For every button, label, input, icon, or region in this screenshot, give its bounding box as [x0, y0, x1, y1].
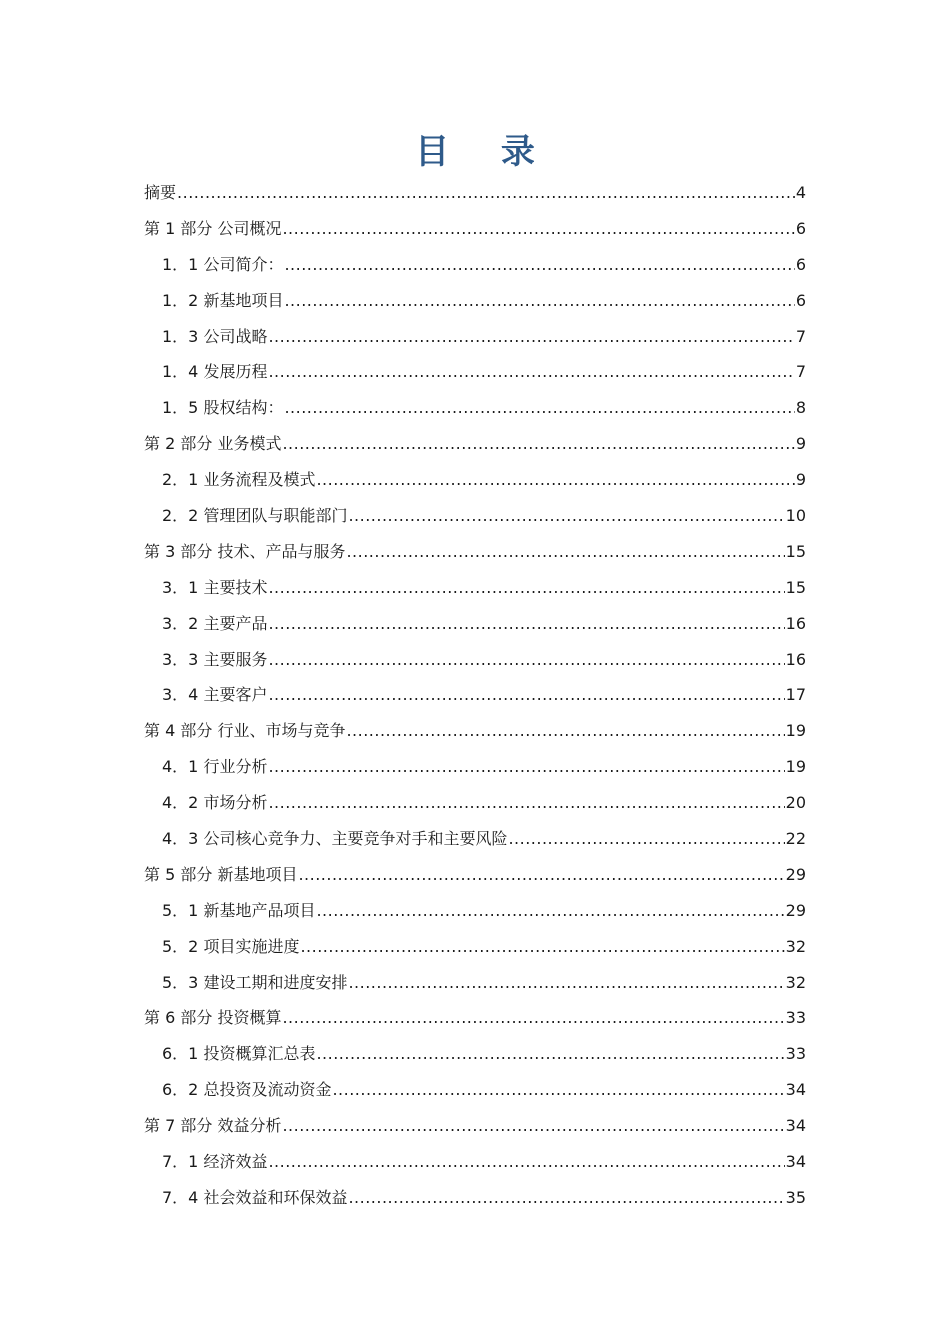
toc-entry-section[interactable] — [144, 570, 806, 606]
toc-leader-dots — [282, 1000, 784, 1036]
toc-entry-label: 2．1 业务流程及模式 — [162, 470, 316, 490]
toc-entry-section[interactable] — [144, 642, 806, 678]
toc-entry-label: 4．1 行业分析 — [162, 757, 268, 777]
toc-leader-dots — [268, 1144, 784, 1180]
toc-leader-dots — [268, 749, 784, 785]
toc-entry-page-number: 19 — [785, 757, 806, 777]
toc-leader-dots — [298, 857, 784, 893]
toc-entry-label: 6．2 总投资及流动资金 — [162, 1080, 332, 1100]
toc-entry-section[interactable] — [144, 893, 806, 929]
toc-entry-page-number: 22 — [785, 829, 806, 849]
toc-entry-label: 第 1 部分 公司概况 — [144, 218, 282, 238]
toc-entry-label: 第 7 部分 效益分析 — [144, 1116, 282, 1136]
toc-entry-page-number: 32 — [785, 936, 806, 956]
toc-entry-label: 第 6 部分 投资概算 — [144, 1008, 282, 1028]
toc-leader-dots — [348, 1180, 784, 1216]
toc-entry-part[interactable] — [144, 713, 806, 749]
toc-entry-label: 3．3 主要服务 — [162, 649, 268, 669]
toc-entry-part[interactable] — [144, 426, 806, 462]
toc-leader-dots — [177, 175, 795, 211]
toc-entry-page-number: 6 — [795, 254, 806, 274]
toc-entry-page-number: 9 — [795, 470, 806, 490]
toc-entry-label: 5．2 项目实施进度 — [162, 936, 300, 956]
toc-entry-section[interactable] — [144, 929, 806, 965]
toc-leader-dots — [332, 1072, 784, 1108]
toc-entry-section[interactable] — [144, 821, 806, 857]
toc-leader-dots — [284, 283, 794, 319]
toc-entry-page-number: 29 — [785, 864, 806, 884]
toc-entry-page-number: 34 — [785, 1116, 806, 1136]
toc-entry-page-number: 17 — [785, 685, 806, 705]
toc-entry-section[interactable] — [144, 1036, 806, 1072]
toc-entry-section[interactable] — [144, 319, 806, 355]
toc-leader-dots — [346, 534, 784, 570]
toc-leader-dots — [268, 354, 794, 390]
toc-entry-page-number: 35 — [785, 1187, 806, 1207]
toc-list — [144, 175, 806, 1216]
toc-leader-dots — [268, 642, 784, 678]
toc-entry-label: 4．2 市场分析 — [162, 793, 268, 813]
toc-leader-dots — [348, 965, 784, 1001]
toc-entry-page-number: 20 — [785, 793, 806, 813]
toc-entry-label: 第 2 部分 业务模式 — [144, 434, 282, 454]
toc-entry-label: 7．4 社会效益和环保效益 — [162, 1187, 348, 1207]
toc-leader-dots — [268, 785, 784, 821]
toc-entry-label: 1．3 公司战略 — [162, 326, 268, 346]
toc-entry-part[interactable] — [144, 534, 806, 570]
toc-leader-dots — [316, 462, 794, 498]
toc-entry-part[interactable] — [144, 857, 806, 893]
toc-entry-page-number: 19 — [785, 721, 806, 741]
toc-entry-page-number: 33 — [785, 1044, 806, 1064]
toc-leader-dots — [268, 319, 794, 355]
toc-leader-dots — [282, 1108, 784, 1144]
toc-leader-dots — [348, 498, 784, 534]
toc-entry-page-number: 9 — [795, 434, 806, 454]
toc-entry-page-number: 15 — [785, 577, 806, 597]
toc-entry-page-number: 6 — [795, 290, 806, 310]
toc-entry-label: 7．1 经济效益 — [162, 1152, 268, 1172]
toc-entry-section[interactable] — [144, 785, 806, 821]
toc-entry-page-number: 4 — [795, 183, 806, 202]
toc-entry-section[interactable] — [144, 677, 806, 713]
toc-entry-page-number: 15 — [785, 541, 806, 561]
toc-entry-section[interactable] — [144, 965, 806, 1001]
toc-entry-section[interactable] — [144, 1144, 806, 1180]
toc-entry-section[interactable] — [144, 606, 806, 642]
toc-entry-section[interactable] — [144, 749, 806, 785]
toc-entry-label: 1．4 发展历程 — [162, 362, 268, 382]
toc-entry-label: 1．1 公司简介： — [162, 254, 284, 274]
toc-entry-page-number: 8 — [795, 398, 806, 418]
toc-title: 目 录 — [415, 132, 555, 172]
toc-entry-label: 1．5 股权结构： — [162, 398, 284, 418]
toc-entry-page-number: 7 — [795, 362, 806, 382]
toc-entry-label: 3．1 主要技术 — [162, 577, 268, 597]
toc-leader-dots — [268, 570, 784, 606]
toc-entry-label: 2．2 管理团队与职能部门 — [162, 506, 348, 526]
toc-entry-label: 5．1 新基地产品项目 — [162, 900, 316, 920]
toc-entry-part[interactable] — [144, 1000, 806, 1036]
toc-entry-section[interactable] — [144, 247, 806, 283]
toc-leader-dots — [284, 247, 794, 283]
toc-entry-page-number: 34 — [785, 1152, 806, 1172]
toc-entry-label: 第 3 部分 技术、产品与服务 — [144, 541, 346, 561]
toc-entry-section[interactable] — [144, 1072, 806, 1108]
toc-entry-label: 4．3 公司核心竞争力、主要竞争对手和主要风险 — [162, 829, 508, 849]
toc-entry-page-number: 16 — [785, 649, 806, 669]
toc-leader-dots — [316, 1036, 784, 1072]
toc-entry-page-number: 33 — [785, 1008, 806, 1028]
toc-leader-dots — [282, 211, 794, 247]
toc-entry-label: 第 4 部分 行业、市场与竞争 — [144, 721, 346, 741]
toc-entry-section[interactable] — [144, 390, 806, 426]
toc-entry-part[interactable] — [144, 1108, 806, 1144]
toc-leader-dots — [282, 426, 794, 462]
toc-entry-page-number: 16 — [785, 613, 806, 633]
toc-entry-label: 5．3 建设工期和进度安排 — [162, 972, 348, 992]
toc-leader-dots — [316, 893, 784, 929]
toc-entry-page-number: 7 — [795, 326, 806, 346]
toc-entry-page-number: 32 — [785, 972, 806, 992]
toc-entry-section[interactable] — [144, 283, 806, 319]
toc-entry-label: 3．2 主要产品 — [162, 613, 268, 633]
toc-leader-dots — [284, 390, 794, 426]
toc-entry-section[interactable] — [144, 354, 806, 390]
toc-entry-label: 摘要 — [144, 183, 177, 202]
toc-entry-label: 1．2 新基地项目 — [162, 290, 284, 310]
toc-entry-page-number: 6 — [795, 218, 806, 238]
toc-entry-section[interactable] — [144, 498, 806, 534]
toc-leader-dots — [508, 821, 784, 857]
toc-leader-dots — [268, 606, 784, 642]
toc-leader-dots — [346, 713, 784, 749]
toc-entry-section[interactable] — [144, 462, 806, 498]
toc-entry-page-number: 29 — [785, 900, 806, 920]
toc-entry-label: 第 5 部分 新基地项目 — [144, 864, 298, 884]
toc-leader-dots — [300, 929, 784, 965]
toc-leader-dots — [268, 677, 784, 713]
toc-entry-label: 6．1 投资概算汇总表 — [162, 1044, 316, 1064]
toc-entry-part[interactable] — [144, 175, 806, 211]
toc-entry-page-number: 10 — [785, 506, 806, 526]
toc-entry-label: 3．4 主要客户 — [162, 685, 268, 705]
toc-entry-part[interactable] — [144, 211, 806, 247]
toc-entry-page-number: 34 — [785, 1080, 806, 1100]
toc-entry-section[interactable] — [144, 1180, 806, 1216]
